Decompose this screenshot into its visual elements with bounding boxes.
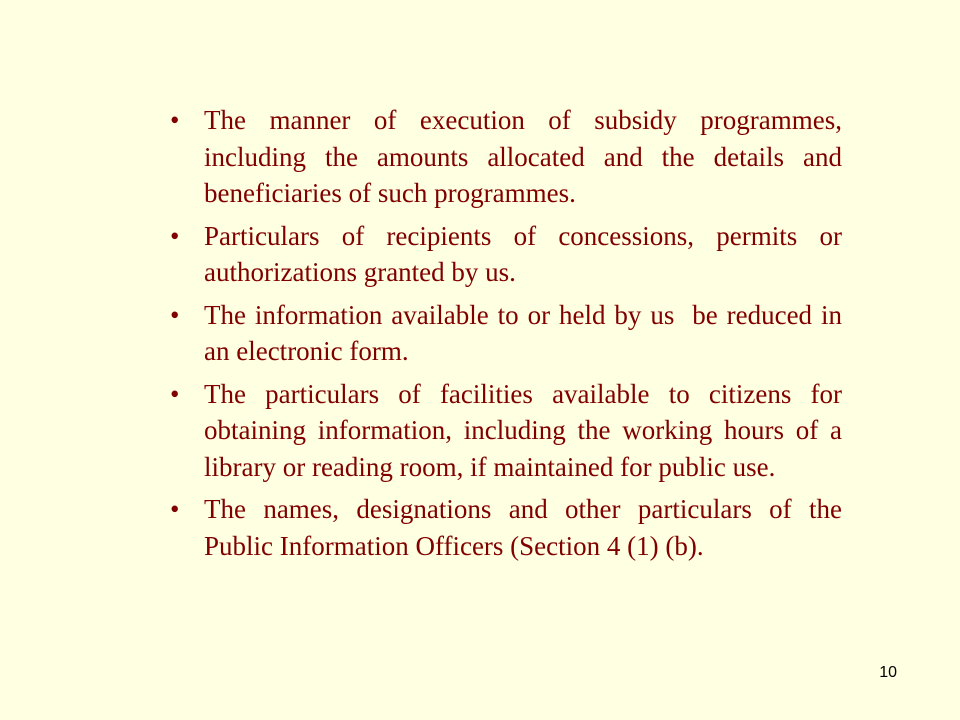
bullet-icon: • [170,299,180,330]
bullet-text: The manner of execution of subsidy programmes, including the amounts allocated and the details and beneficiaries of such programmes. [204,105,842,208]
bullet-item-recipients-concessions [170,218,842,291]
bullet-text: The names, designations and other particulars of the Public Information Officers (Section 4 (1) (b). [204,494,842,561]
bullet-text: The particulars of facilities available to citizens for obtaining information, including the working hours of a library or reading room, if maintained for public use. [204,378,842,482]
page-number: 10 [879,664,897,681]
bullet-item-electronic-form [170,297,849,370]
bullet-text: Particulars of recipients of concessions, permits or authorizations granted by us. [204,220,842,287]
bullet-item-citizen-facilities [170,376,842,486]
bullet-list [170,102,849,570]
bullet-icon: • [170,378,180,409]
bullet-item-information-officers [170,491,842,564]
bullet-icon: • [170,105,180,135]
bullet-item-subsidy-programmes [170,102,842,212]
bullet-icon: • [170,494,180,524]
bullet-icon: • [170,220,180,251]
bullet-text: The information available to or held by us be reduced in an electronic form. [204,299,849,366]
